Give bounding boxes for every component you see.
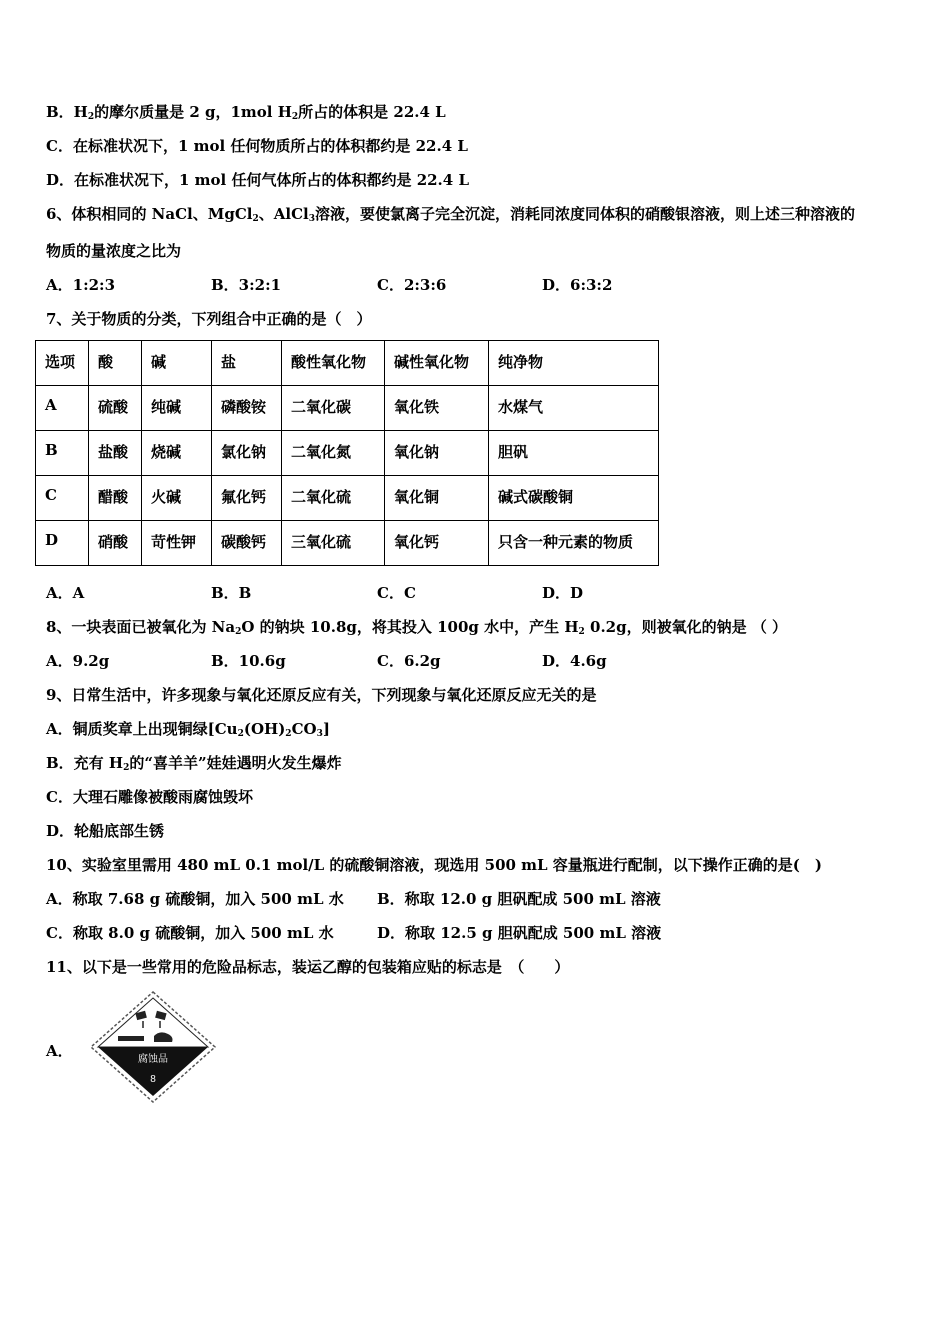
table-cell: D [36, 521, 89, 566]
table-row [36, 386, 659, 431]
q6-option-a: A．1:2:3 [46, 276, 116, 294]
q10-option-b: B．称取 12.0 g 胆矾配成 500 mL 溶液 [377, 890, 661, 908]
table-cell: 水煤气 [489, 386, 659, 431]
q10-option-a: A．称取 7.68 g 硫酸铜，加入 500 mL 水 [46, 890, 344, 908]
table-cell: 三氧化硫 [282, 521, 385, 566]
table-cell: 氧化钙 [385, 521, 489, 566]
q6-option-b: B．3:2:1 [211, 276, 282, 294]
q5-option-d: D．在标准状况下，1 mol 任何气体所占的体积都约是 22.4 L [46, 171, 469, 189]
q9-stem: 9、日常生活中，许多现象与氧化还原反应有关，下列现象与氧化还原反应无关的是 [46, 686, 597, 704]
table-cell: 只含一种元素的物质 [489, 521, 659, 566]
table-cell: 苛性钾 [142, 521, 212, 566]
header-cell: 碱性氧化物 [385, 341, 489, 386]
table-cell: 氧化铜 [385, 476, 489, 521]
table-cell: B [36, 431, 89, 476]
header-cell: 酸性氧化物 [282, 341, 385, 386]
q9-option-a: A．铜质奖章上出现铜绿$[Cu_2(OH)_2CO_3]$ [46, 720, 330, 739]
table-row [36, 431, 659, 476]
table-cell: 碳酸钙 [212, 521, 282, 566]
q9-option-b: B．充有 $H_2$的“喜羊羊”娃娃遇明火发生爆炸 [46, 754, 342, 773]
table-cell: 硝酸 [89, 521, 142, 566]
q7-stem: 7、关于物质的分类，下列组合中正确的是（ ） [46, 310, 372, 328]
header-cell: 盐 [212, 341, 282, 386]
q11-option-a-label: A． [46, 1042, 73, 1060]
corrosive-hazard-sign [88, 990, 218, 1105]
table-row [36, 476, 659, 521]
q5-option-c: C．在标准状况下，1 mol 任何物质所占的体积都约是 22.4 L [46, 137, 468, 155]
table-row [36, 521, 659, 566]
q9-option-d: D．轮船底部生锈 [46, 822, 165, 840]
q8-stem: 8、一块表面已被氧化为 $Na_2O$ 的钠块 10.8g，将其投入 100g 水中，产生 $H_2$ 0.2g，则被氧化的钠是 （ ） [46, 618, 788, 637]
sign-text: 腐蚀品 [138, 1054, 168, 1065]
q5-option-b: B．$H_2$的摩尔质量是 2 g，1mol $H_2$所占的体积是 22.4 L [46, 103, 446, 122]
q10-stem: 10、实验室里需用 480 mL 0.1 mol/L 的硫酸铜溶液，现选用 500 mL 容量瓶进行配制，以下操作正确的是( ) [46, 856, 823, 874]
table-cell: 二氧化碳 [282, 386, 385, 431]
header-cell: 纯净物 [489, 341, 659, 386]
q6-stem: 6、体积相同的 NaCl、MgCl$_2$、AlCl$_3$溶液，要使氯离子完全沉淀，消耗同浓度同体积的硝酸银溶液，则上述三种溶液的 [46, 205, 855, 224]
q6-option-d: D．6:3:2 [542, 276, 613, 294]
q8-option-b: B．10.6g [211, 652, 286, 670]
header-cell: 碱 [142, 341, 212, 386]
q7-option-b: B．B [211, 584, 252, 602]
table-header-row [36, 341, 659, 386]
q7-classification-table [35, 340, 659, 566]
table-cell: 盐酸 [89, 431, 142, 476]
table-cell: A [36, 386, 89, 431]
q9-option-c: C．大理石雕像被酸雨腐蚀毁坏 [46, 788, 253, 806]
table-cell: 氧化钠 [385, 431, 489, 476]
q8-option-c: C．6.2g [377, 652, 441, 670]
q8-option-d: D．4.6g [542, 652, 607, 670]
q7-option-c: C．C [377, 584, 416, 602]
sign-top-half [98, 998, 208, 1047]
table-cell: 纯碱 [142, 386, 212, 431]
table-cell: 胆矾 [489, 431, 659, 476]
sign-class-number: 8 [150, 1074, 156, 1085]
q6-option-c: C．2:3:6 [377, 276, 447, 294]
table-cell: 氟化钙 [212, 476, 282, 521]
table-cell: 火碱 [142, 476, 212, 521]
table-cell: 碱式碳酸铜 [489, 476, 659, 521]
header-cell: 选项 [36, 341, 89, 386]
table-cell: C [36, 476, 89, 521]
q10-option-d: D．称取 12.5 g 胆矾配成 500 mL 溶液 [377, 924, 662, 942]
table-cell: 磷酸铵 [212, 386, 282, 431]
q11-stem: 11、以下是一些常用的危险品标志，装运乙醇的包装箱应贴的标志是 （ ） [46, 958, 570, 976]
q7-option-d: D．D [542, 584, 584, 602]
q6-stem-line2: 物质的量浓度之比为 [46, 242, 182, 260]
q10-option-c: C．称取 8.0 g 硫酸铜，加入 500 mL 水 [46, 924, 334, 942]
header-cell: 酸 [89, 341, 142, 386]
table-cell: 氧化铁 [385, 386, 489, 431]
table-cell: 硫酸 [89, 386, 142, 431]
table-cell: 氯化钠 [212, 431, 282, 476]
table-cell: 二氧化氮 [282, 431, 385, 476]
q8-option-a: A．9.2g [46, 652, 110, 670]
table-cell: 二氧化硫 [282, 476, 385, 521]
table-cell: 醋酸 [89, 476, 142, 521]
q7-option-a: A．A [46, 584, 85, 602]
table-cell: 烧碱 [142, 431, 212, 476]
